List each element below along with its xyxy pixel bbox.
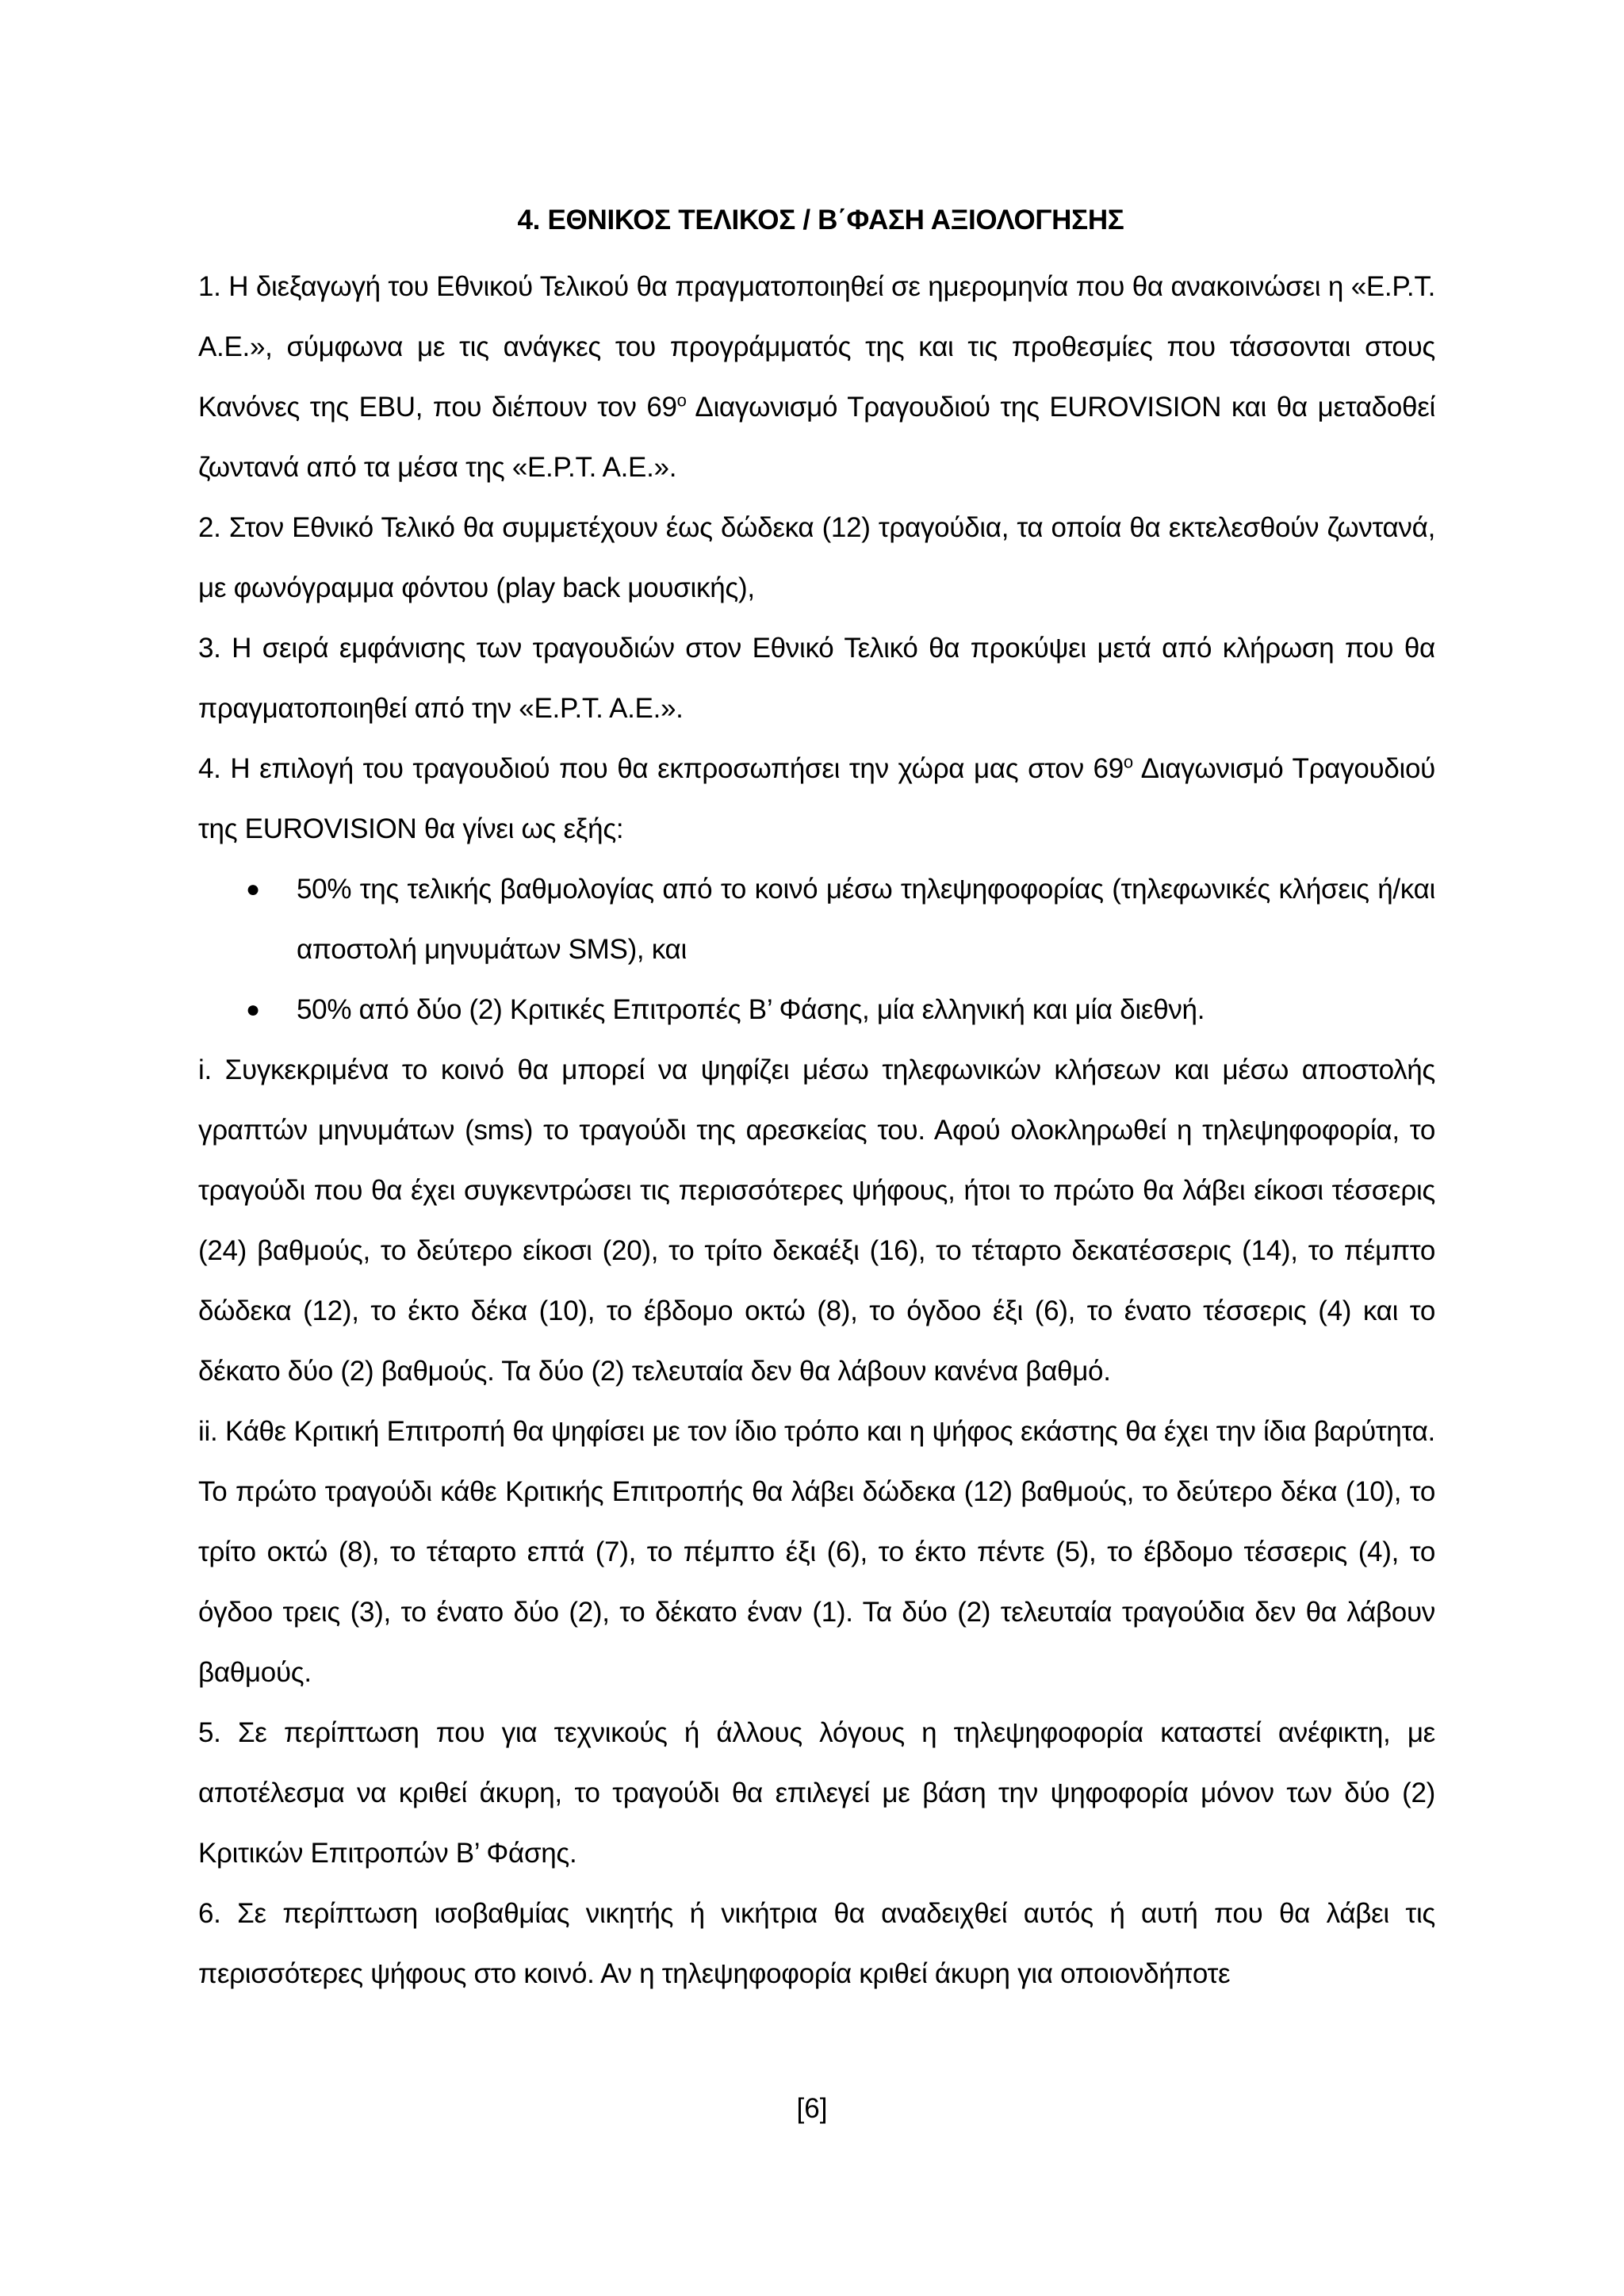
section-heading: 4. ΕΘΝΙΚΟΣ ΤΕΛΙΚΟΣ / Β΄ΦΑΣΗ ΑΞΙΟΛΟΓΗΣΗΣ	[517, 205, 1124, 235]
paragraph-ii: ii. Κάθε Κριτική Επιτροπή θα ψηφίσει με τον ίδιο τρόπο και η ψήφος εκάστης θα έχει την ίδια βαρύτητα. Το πρώτο τραγούδι κάθε Κριτικής Επιτροπής θα λάβει δώδεκα (12) βαθμούς, το δεύτερο δέκα (10), το τρίτο οκτώ (8), το τέταρτο επτά (7), το πέμπτο έξι (6), το έκτο πέντε (5), το έβδομο τέσσερις (4), το όγδοο τρεις (3), το ένατο δύο (2), το δέκατο έναν (1). Τα δύο (2) τελευταία τραγούδια δεν θα λάβουν βαθμούς.	[198, 1416, 1435, 1688]
list-item	[198, 859, 1435, 980]
paragraph-4	[198, 739, 1435, 859]
bullet-icon: ●	[246, 997, 260, 1023]
paragraph-3: 3. Η σειρά εμφάνισης των τραγουδιών στον Εθνικό Τελικό θα προκύψει μετά από κλήρωση που θα πραγματοποιηθεί από την «Ε.Ρ.Τ. Α.Ε.».	[198, 633, 1435, 724]
paragraph-1-superscript: ο	[676, 390, 687, 411]
paragraph-6: 6. Σε περίπτωση ισοβαθμίας νικητής ή νικήτρια θα αναδειχθεί αυτός ή αυτή που θα λάβει τις περισσότερες ψήφους στο κοινό. Αν η τηλεψηφοφορία κριθεί άκυρη για οποιονδήποτε	[198, 1898, 1435, 1989]
paragraph-5: 5. Σε περίπτωση που για τεχνικούς ή άλλους λόγους η τηλεψηφοφορία καταστεί ανέφικτη, με αποτέλεσμα να κριθεί άκυρη, το τραγούδι θα επιλεγεί με βάση την ψηφοφορία μόνον των δύο (2) Κριτικών Επιτροπών Β’ Φάσης.	[198, 1717, 1435, 1869]
paragraph-i: i. Συγκεκριμένα το κοινό θα μπορεί να ψηφίζει μέσω τηλεφωνικών κλήσεων και μέσω αποστολής γραπτών μηνυμάτων (sms) το τραγούδι της αρεσκείας του. Αφού ολοκληρωθεί η τηλεψηφοφορία, το τραγούδι που θα έχει συγκεντρώσει τις περισσότερες ψήφους, ήτοι το πρώτο θα λάβει είκοσι τέσσερις (24) βαθμούς, το δεύτερο είκοσι (20), το τρίτο δεκαέξι (16), το τέταρτο δεκατέσσερις (14), το πέμπτο δώδεκα (12), το έκτο δέκα (10), το έβδομο οκτώ (8), το όγδοο έξι (6), το ένατο τέσσερις (4) και το δέκατο δύο (2) βαθμούς. Τα δύο (2) τελευταία δεν θα λάβουν κανένα βαθμό.	[198, 1054, 1435, 1387]
voting-split-list	[198, 859, 1435, 1040]
document-body	[198, 190, 1435, 2004]
list-item-text: 50% της τελικής βαθμολογίας από το κοινό μέσω τηλεψηφοφορίας (τηλεφωνικές κλήσεις ή/και αποστολή μηνυμάτων SMS), και	[297, 874, 1435, 965]
list-item	[198, 980, 1435, 1040]
paragraph-4-superscript: ο	[1123, 752, 1133, 772]
paragraph-1-text-b: Διαγωνισμό Τραγουδιού της EUROVISION και θα μεταδοθεί ζωντανά από τα μέσα της «Ε.Ρ.Τ. Α.Ε.».	[198, 392, 1435, 483]
paragraph-4-text-b: Διαγωνισμό Τραγουδιού της EUROVISION θα γίνει ως εξής:	[198, 753, 1435, 844]
paragraph-2: 2. Στον Εθνικό Τελικό θα συμμετέχουν έως δώδεκα (12) τραγούδια, τα οποία θα εκτελεσθούν ζωντανά, με φωνόγραμμα φόντου (play back μουσικής),	[198, 512, 1435, 603]
paragraph-1	[198, 257, 1435, 498]
page-number: [6]	[796, 2093, 828, 2124]
bullet-icon: ●	[246, 876, 260, 902]
paragraph-4-text-a: 4. Η επιλογή του τραγουδιού που θα εκπροσωπήσει την χώρα μας στον 69	[198, 753, 1124, 784]
paragraph-1-text-a: 1. Η διεξαγωγή του Εθνικού Τελικού θα πραγματοποιηθεί σε ημερομηνία που θα ανακοινώσει η «Ε.Ρ.Τ. Α.Ε.», σύμφωνα με τις ανάγκες του προγράμματός της και τις προθεσμίες που τάσσονται στους Κανόνες της EBU, που διέπουν τον 69	[198, 271, 1435, 423]
list-item-text: 50% από δύο (2) Κριτικές Επιτροπές Β’ Φάσης, μία ελληνική και μία διεθνή.	[297, 994, 1205, 1025]
